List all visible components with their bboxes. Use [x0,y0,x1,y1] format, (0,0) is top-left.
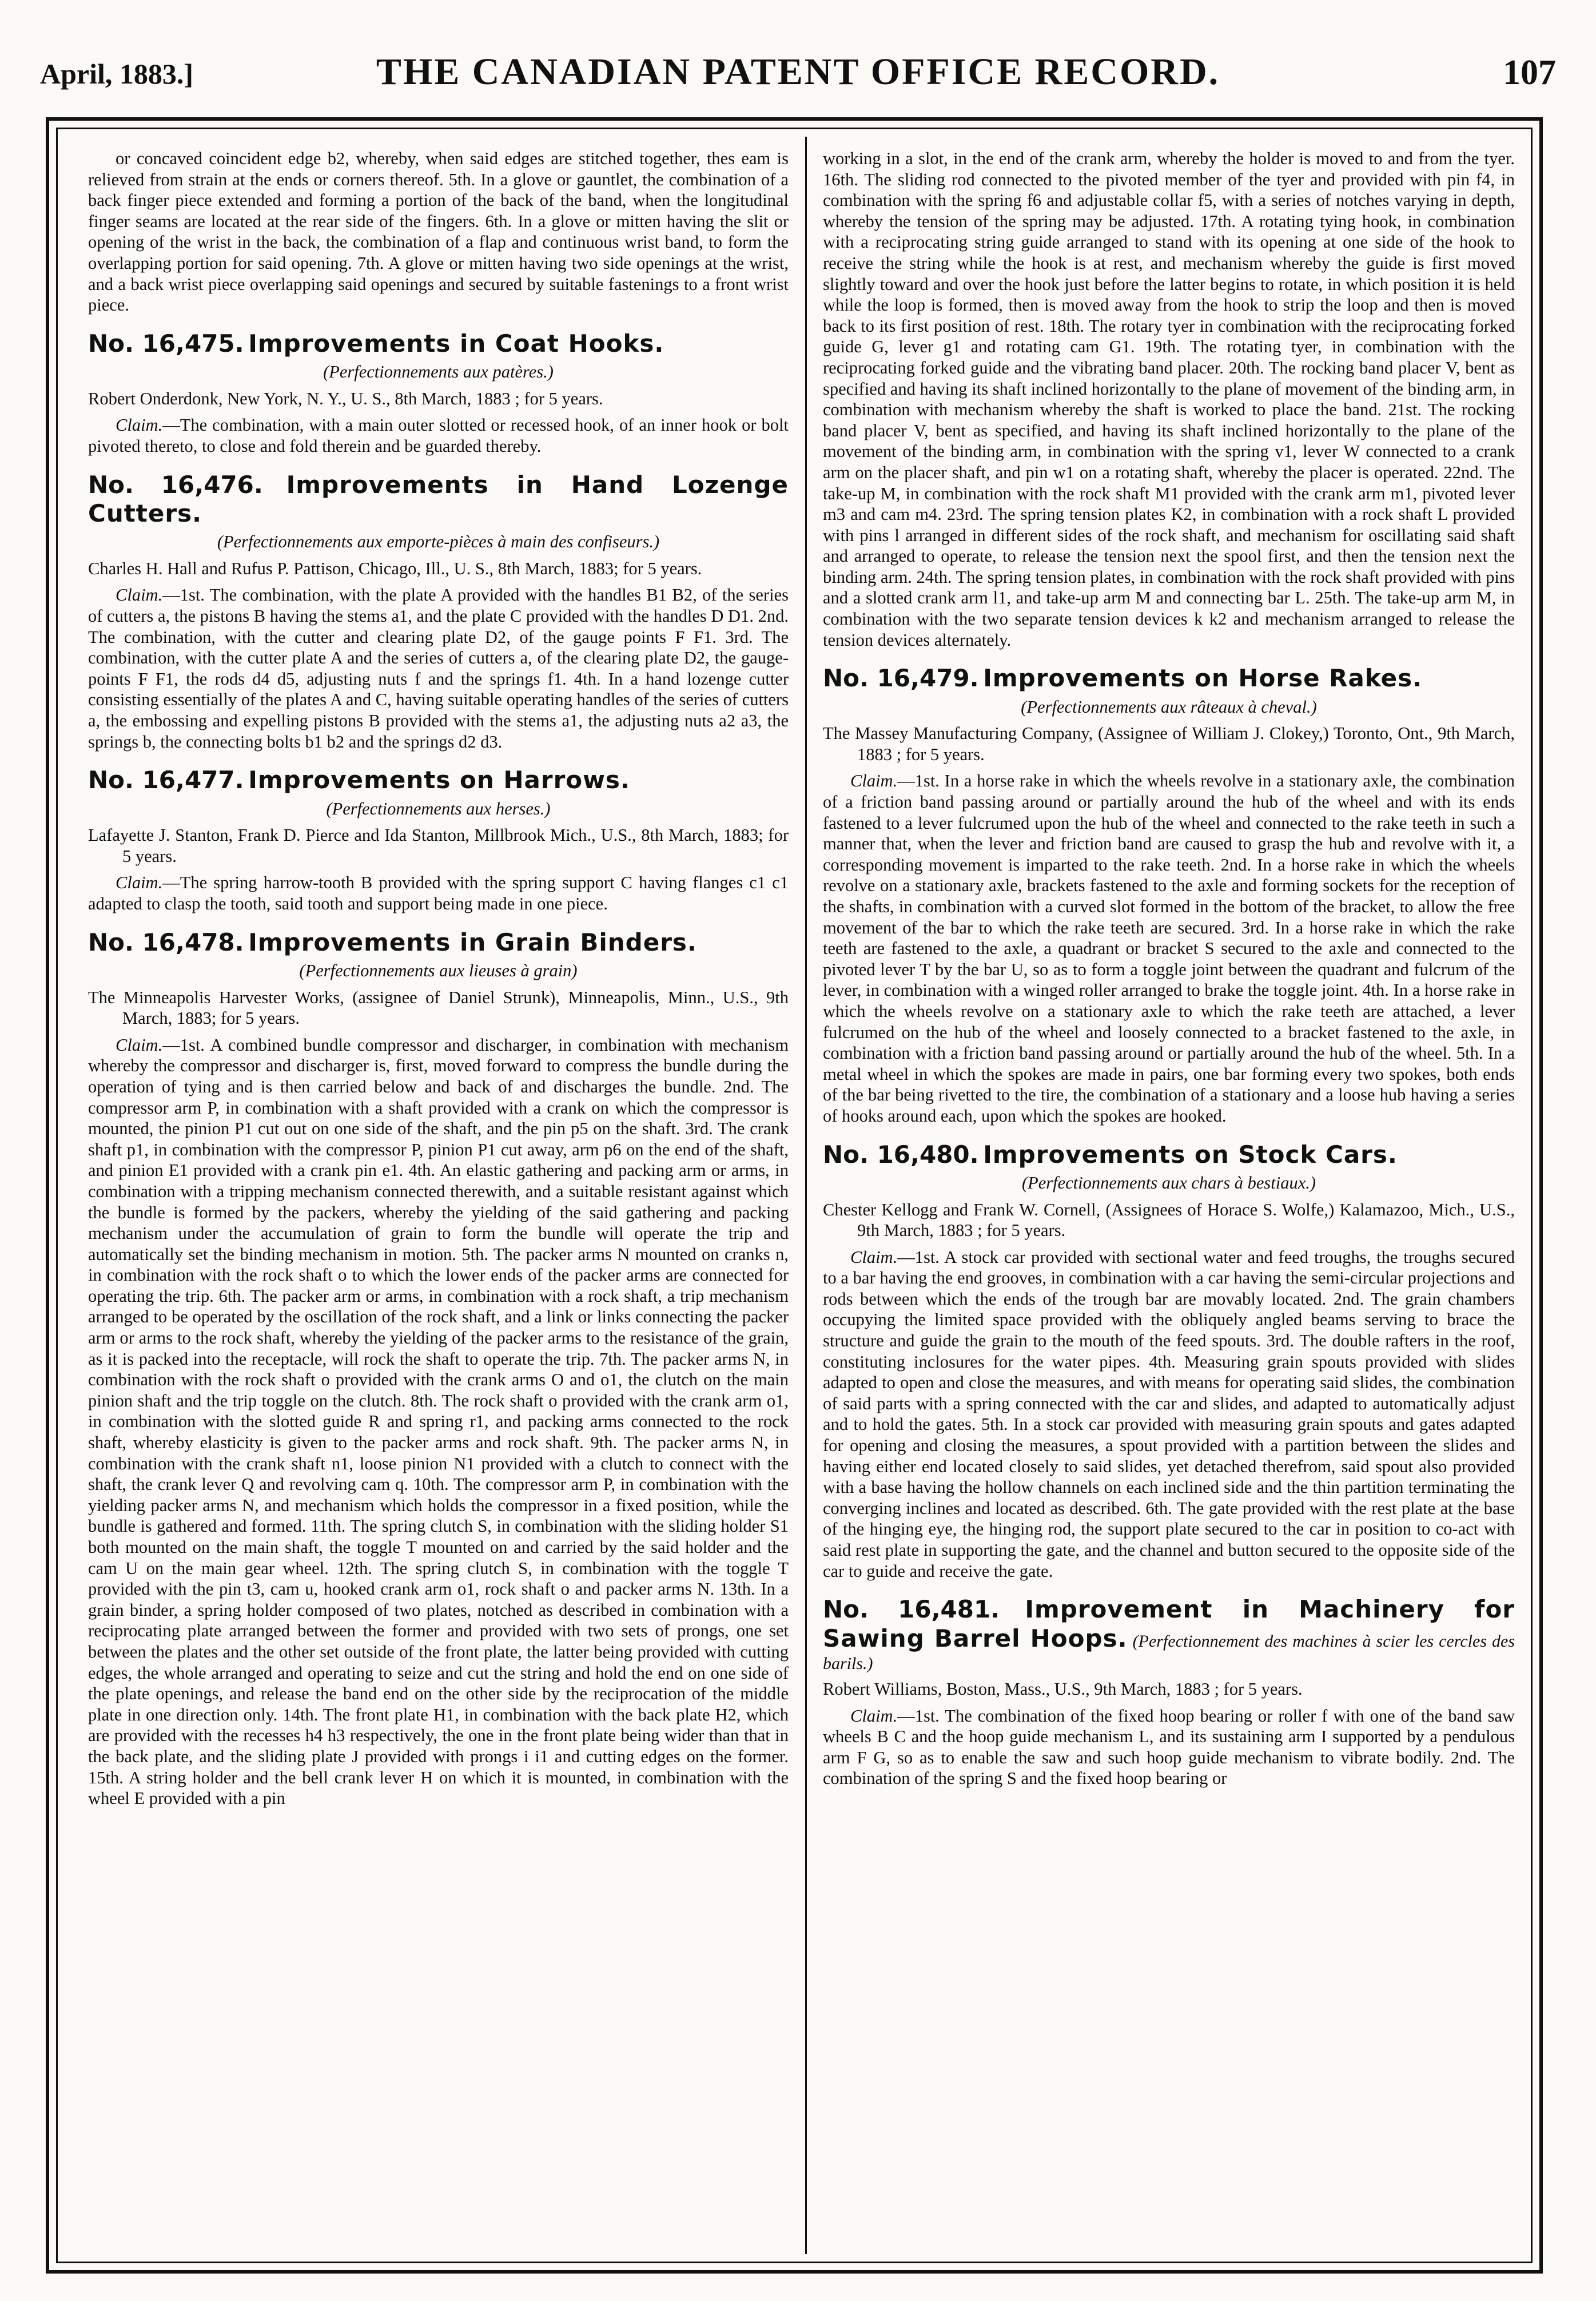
patent-number: No. 16,479. [823,664,979,693]
french-title: (Perfectionnements aux herses.) [326,798,551,818]
patent-title: Improvements on Harrows. [248,766,630,794]
claim-text [823,770,1515,1126]
french-title: (Perfectionnements aux patères.) [323,362,554,382]
patent-title: Improvements in Coat Hooks. [248,329,664,357]
inventor-line: Chester Kellogg and Frank W. Cornell, (Assignees of Horace S. Wolfe,) Kalamazoo, Mich., U.S., 9th March, 1883 ; for 5 years. [823,1199,1515,1241]
page-number: 107 [1503,53,1556,92]
claim-body: —The combination, with a main outer slotted or recessed hook, of an inner hook or bolt pivoted thereto, to close and fold therein and be guarded thereby. [88,415,789,456]
page-frame [46,117,1543,2274]
column-divider [805,137,807,2254]
claim-body: —The spring harrow-tooth B provided with the spring support C having flanges c1 c1 adapted to clasp the tooth, said tooth and support being made in one piece. [88,873,789,913]
left-column [88,148,789,2256]
patent-heading [88,329,789,358]
claim-body: —1st. In a horse rake in which the wheels revolve in a stationary axle, the combination of a friction band passing around or partially around the hub of the wheel and with its ends fastened to a lever fulcrumed upon the hub of the wheel and connected to the rake teeth in such a manner that, when the lever and friction band are caused to grasp the hub and revolve with it, a corresponding movement is imparted to the rake teeth. 2nd. In a horse rake in which the wheels revolve on a stationary axle, brackets fastened to the axle and forming sockets for the reception of the shafts, in combination with a curved slot formed in the bottom of the bracket, to allow the free movement of the bar to which the rake teeth are secured. 3rd. In a horse rake in which the rake teeth are fastened to the axle, a quadrant or bracket S secured to the axle and connected to the pivoted lever T by the bar U, so as to form a toggle joint between the quadrant and fulcrum of the lever, in combination with a winged roller arranged to brake the toggle joint. 4th. In a horse rake in which the wheels revolve on a stationary axle to which the rake teeth are attached, a lever fulcrumed on the hub of the wheel and loosely connected to a bracket fastened to the axle, in combination with a friction band passing around or partially around the hub of the wheel. 5th. In a metal wheel in which the spokes are made in pairs, one bar forming every two spokes, both ends of the bar being rivetted to the tire, the combination of a stationary and a loose hub having a series of hooks around each, upon which the spokes are hooked. [823,771,1515,1126]
claim-label: Claim. [116,873,163,893]
patent-title: Improvements in Hand Lozenge Cutters. [88,470,789,527]
inventor-line: The Massey Manufacturing Company, (Assignee of William J. Clokey,) Toronto, Ont., 9th March, 1883 ; for 5 years. [823,724,1515,764]
patent-title: Improvements on Stock Cars. [983,1140,1398,1169]
french-title: (Perfectionnements aux lieuses à grain) [299,960,578,980]
right-column [823,148,1515,2256]
claim-label: Claim. [850,1247,898,1267]
patent-entry [88,329,789,457]
patent-heading [823,1595,1515,1674]
patent-heading [88,766,789,794]
patent-entry [88,928,789,1809]
claim-body: —1st. A combined bundle compressor and discharger, in combination with mechanism whereby the compressor and discharger is, first, moved forward to compress the bundle during the operation of tying and is then carried below and back of and discharges the bundle. 2nd. The compressor arm P, in combination with a shaft provided with a crank on which the compressor is mounted, the pinion P1 cut out on one side of the shaft, and the pin p5 on the shaft. 3rd. The crank shaft p1, in combination with the compressor P, pinion P1 cut away, arm p6 on the end of the shaft, and pinion E1 provided with a crank pin e1. 4th. An elastic gathering and packing arm or arms, in combination with a tripping mechanism connected therewith, and a suitable resistant against which the bundle is formed by the packers, whereby the yielding of the said gathering and packing mechanism under the accumulation of grain to form the bundle will operate the trip and automatically set the binding mechanism in motion. 5th. The packer arms N mounted on cranks n, in combination with the rock shaft o to which the lower ends of the packer arms are connected for operating the trip. 6th. The packer arm or arms, in combination with a rock shaft, a trip mechanism arranged to be operated by the oscillation of the rock shaft, and a link or links connecting the packer arm or arms to the rock shaft, whereby the yielding of the packer arms to the resistance of the grain, as it is packed into the receptacle, will rock the shaft to operate the trip. 7th. The packer arms N, in combination with the rock shaft o provided with the crank arms O and o1, the clutch on the main pinion shaft and the trip toggle on the clutch. 8th. The rock shaft o provided with the crank arm o1, in combination with the slotted guide R and spring r1, and packing arms connected to the rock shaft, whereby elasticity is given to the packer arms and rock shaft. 9th. The packer arms N, in combination with the crank shaft n1, loose pinion N1 provided with a clutch to connect with the shaft, the crank lever Q and revolving cam q. 10th. The compressor arm P, in combination with the yielding packer arms N, and mechanism which holds the compressor in a fixed position, while the bundle is gathered and formed. 11th. The spring clutch S, in combination with the sliding holder S1 both mounted on the main shaft, the toggle T mounted on and carried by the said holder and the cam U on the main gear wheel. 12th. The spring clutch S, in combination with the toggle T provided with the pin t3, cam u, hooked crank arm o1, rock shaft o and packer arms N. 13th. In a grain binder, a spring holder composed of two plates, notched as described in combination with a reciprocating plate arranged between the former and provided with two sets of prongs, one set between the plates and the other set outside of the front plate, the latter being provided with cutting edges, the whole arranged and operating to seize and cut the string and hold the end on one side of the plate openings, and release the band end on the other side by the reciprocation of the middle plate in one direction only. 14th. The front plate H1, in combination with the back plate H2, which are provided with the recesses h4 h3 respectively, the one in the front plate being wider than that in the back plate, and the sliding plate J provided with prongs i i1 and cutting edges on the former. 15th. A string holder and the bell crank lever H on which it is mounted, in combination with the wheel E provided with a pin [88,1035,789,1809]
patent-entry [823,664,1515,1126]
patent-heading [88,928,789,957]
patent-number: No. 16,476. [88,470,263,499]
claim-text [88,1035,789,1809]
french-title: (Perfectionnement des machines à scier les cercles des barils.) [823,1631,1515,1673]
patent-heading [823,1140,1515,1169]
claim-text [88,872,789,914]
patent-number: No. 16,478. [88,928,244,956]
claim-label: Claim. [850,1706,898,1726]
page-header [40,40,1556,103]
journal-title: THE CANADIAN PATENT OFFICE RECORD. [376,51,1220,93]
claim-text [823,1706,1515,1789]
claim-label: Claim. [116,415,163,435]
issue-date: April, 1883.] [40,58,194,90]
patent-title: Improvement in Machinery for Sawing Barrel Hoops. [823,1595,1515,1652]
claim-text [88,585,789,752]
continuation-text: or concaved coincident edge b2, whereby, when said edges are stitched together, thes eam is relieved from strain at the ends or corners thereof. 5th. In a glove or gauntlet, the combination of a back finger piece extended and forming a portion of the back of the band, when the longitudinal finger seams are located at the rear side of the fingers. 6th. In a glove or mitten having the slit or opening of the wrist in the back, the combination of a flap and continuous wrist band, to form the overlapping portion for said opening. 7th. A glove or mitten having two side openings at the wrist, and a back wrist piece overlapping said openings and secured by suitable fastenings to a front wrist piece. [88,149,789,315]
patent-number: No. 16,480. [823,1140,979,1169]
claim-text [823,1247,1515,1582]
french-title: (Perfectionnements aux chars à bestiaux.) [1021,1173,1316,1193]
continuation-text: working in a slot, in the end of the crank arm, whereby the holder is moved to and from the tyer. 16th. The sliding rod connected to the pivoted member of the tyer and provided with pin f4, in combination with the spring f6 and adjustable collar f5, with a series of notches varying in depth, whereby the tension of the spring may be adjusted. 17th. A rotating tying hook, in combination with a reciprocating string guide arranged to stand with its opening at one side of the hook to receive the string while the hook is at rest, and mechanism whereby the guide is first moved slightly toward and over the hook just before the latter begins to rotate, in which position it is held while the loop is formed, then is moved away from the hook to strip the loop and then is moved back to its first position of rest. 18th. The rotary tyer in combination with the reciprocating forked guide G, lever g1 and rotating cam G1. 19th. The rotating tyer, in combination with the reciprocating forked guide and the vibrating band placer. 20th. The rocking band placer V, bent as specified and having its shaft inclined horizontally to the plane of movement of the binding arm, in combination with mechanism whereby the shaft is worked to place the band. 21st. The rocking band placer V, bent as specified, and having its shaft inclined horizontally to the plane of the movement of the binding arm, in combination with the spring v1, lever W connected to a crank arm on the placer shaft, and pin w1 on a rotating shaft, whereby the placer is operated. 22nd. The take-up M, in combination with the rock shaft M1 provided with the crank arm m1, pivoted lever m3 and cam m4. 23rd. The spring tension plates K2, in combination with a rock shaft L provided with pins l arranged in different sides of the rock shaft, and mechanism for oscillating said shaft and arranged to operate, to release the tension next the spool first, and then the tension next the binding arm. 24th. The spring tension plates, in combination with the rock shaft provided with pins and a slotted crank arm l1, and take-up arm M and connecting bar L. 25th. The take-up arm M, in combination with the two separate tension devices k k2 and mechanism arranged to release the tension devices alternately. [823,149,1515,650]
claim-body: —1st. The combination of the fixed hoop bearing or roller f with one of the band saw wheels B C and the hoop guide mechanism L, and its sustaining arm I supported by a pendulous arm F G, so as to enable the saw and such hoop guide mechanism to vibrate bodily. 2nd. The combination of the spring S and the fixed hoop bearing or [823,1706,1515,1789]
claim-body: —1st. A stock car provided with sectional water and feed troughs, the troughs secured to a bar having the end grooves, in combination with a car having the semi-circular projections and rods between which the ends of the trough bar are movably located. 2nd. The grain chambers occupying the limited space provided with the obliquely angled beams serving to brace the structure and guide the grain to the mouth of the feed spouts. 3rd. The double rafters in the roof, constituting inclosures for the water pipes. 4th. Measuring grain spouts provided with slides adapted to open and close the measures, and with means for operating said slides, the combination of said parts with a spring connected with the car and slides, and adapted to automatically adjust and to hold the gates. 5th. In a stock car provided with measuring grain spouts and gates adapted for opening and closing the measures, a spout provided with a partition between the slides and having either end located closely to said slides, yet detached therefrom, said spout also provided with a base having the hollow channels on each inclined side and the thin partition terminating the converging inclines and located as described. 6th. The gate provided with the rest plate at the base of the hinging eye, the hinging rod, the support plate secured to the car in position to co-act with said rest plate in supporting the gate, and the channel and button secured to the opposite side of the car to guide and receive the gate. [823,1247,1515,1581]
patent-heading [88,471,789,528]
patent-title: Improvements in Grain Binders. [248,928,697,956]
patent-title: Improvements on Horse Rakes. [983,664,1423,693]
french-title: (Perfectionnements aux emporte-pièces à main des confiseurs.) [217,532,660,552]
inventor-line: The Minneapolis Harvester Works, (assignee of Daniel Strunk), Minneapolis, Minn., U.S., 9th March, 1883; for 5 years. [88,987,789,1028]
patent-entry [88,471,789,753]
claim-text [88,415,789,456]
patent-number: No. 16,475. [88,329,244,357]
inventor-line: Lafayette J. Stanton, Frank D. Pierce and Ida Stanton, Millbrook Mich., U.S., 8th March, 1883; for 5 years. [88,825,789,866]
patent-number: No. 16,477. [88,766,244,794]
french-title: (Perfectionnements aux râteaux à cheval.) [1021,697,1317,717]
claim-label: Claim. [116,1035,163,1055]
patent-entry [88,766,789,914]
patent-entry [823,1595,1515,1789]
claim-label: Claim. [116,585,163,605]
inventor-line: Robert Onderdonk, New York, N. Y., U. S., 8th March, 1883 ; for 5 years. [88,388,603,408]
inventor-line: Charles H. Hall and Rufus P. Pattison, Chicago, Ill., U. S., 8th March, 1883; for 5 years. [88,558,702,578]
patent-entry [823,1140,1515,1582]
claim-body: —1st. The combination, with the plate A provided with the handles B1 B2, of the series of cutters a, the pistons B having the stems a1, and the plate C provided with the handles D D1. 2nd. The combination, with the cutter and clearing plate D2, of the gauge points F F1. 3rd. The combination, with the cutter plate A and the series of cutters a, of the clearing plate D2, the gauge-points F F1, the rods d4 d5, adjusting nuts f and the springs f1. 4th. In a hand lozenge cutter consisting essentially of the plates A and C, having suitable operating handles of the series of cutters a, the embossing and expelling pistons B provided with the stems a1, the adjusting nuts a2 a3, the springs b, the connecting bolts b1 b2 and the springs d2 d3. [88,585,789,752]
claim-label: Claim. [850,771,898,791]
inventor-line: Robert Williams, Boston, Mass., U.S., 9th March, 1883 ; for 5 years. [823,1679,1303,1699]
patent-heading [823,664,1515,693]
patent-number: No. 16,481. [823,1595,1000,1624]
